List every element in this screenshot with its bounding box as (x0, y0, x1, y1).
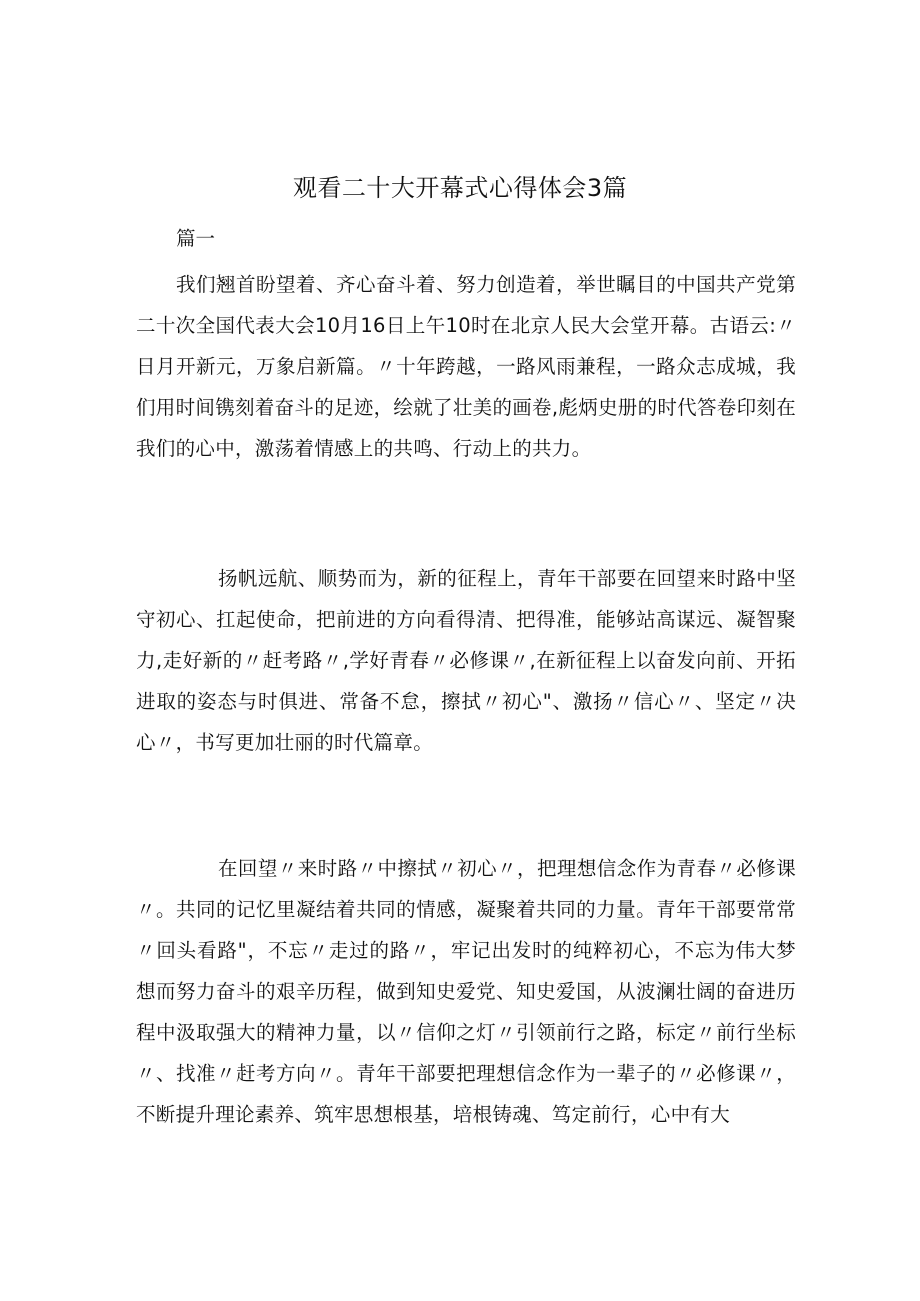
document-title: 观看二十大开幕式心得体会3篇 (292, 174, 628, 202)
section-label: 篇一 (176, 227, 216, 250)
paragraph-1: 我们翘首盼望着、齐心奋斗着、努力创造着，举世瞩目的中国共产党第二十次全国代表大会10月16日上午10时在北京人民大会堂开幕。古语云:〃日月开新元，万象启新篇。〃十年跨越，一路风雨兼程，一路众志成城，我们用时间镌刻着奋斗的足迹，绘就了壮美的画卷,彪炳史册的时代答卷印刻在我们的心中，激荡着情感上的共鸣、行动上的共力。 (136, 273, 796, 460)
paragraph-3: 在回望〃来时路〃中擦拭〃初心〃，把理想信念作为青春〃必修课〃。共同的记忆里凝结着共同的情感，凝聚着共同的力量。青年干部要常常〃回头看路"，不忘〃走过的路〃，牢记出发时的纯粹初心，不忘为伟大梦想而努力奋斗的艰辛历程，做到知史爱党、知史爱国，从波澜壮阔的奋进历程中汲取强大的精神力量，以〃信仰之灯〃引领前行之路，标定〃前行坐标〃、找准〃赶考方向〃。青年干部要把理想信念作为一辈子的〃必修课〃，不断提升理论素养、筑牢思想根基，培根铸魂、笃定前行，心中有大 (136, 857, 796, 1126)
paragraph-2: 扬帆远航、顺势而为，新的征程上，青年干部要在回望来时路中坚守初心、扛起使命，把前进的方向看得清、把得准，能够站高谋远、凝智聚力,走好新的〃赶考路〃,学好青春〃必修课〃,在新征程上以奋发向前、开拓进取的姿态与时俱进、常备不怠，擦拭〃初心"、激扬〃信心〃、坚定〃决心〃，书写更加壮丽的时代篇章。 (136, 567, 796, 754)
